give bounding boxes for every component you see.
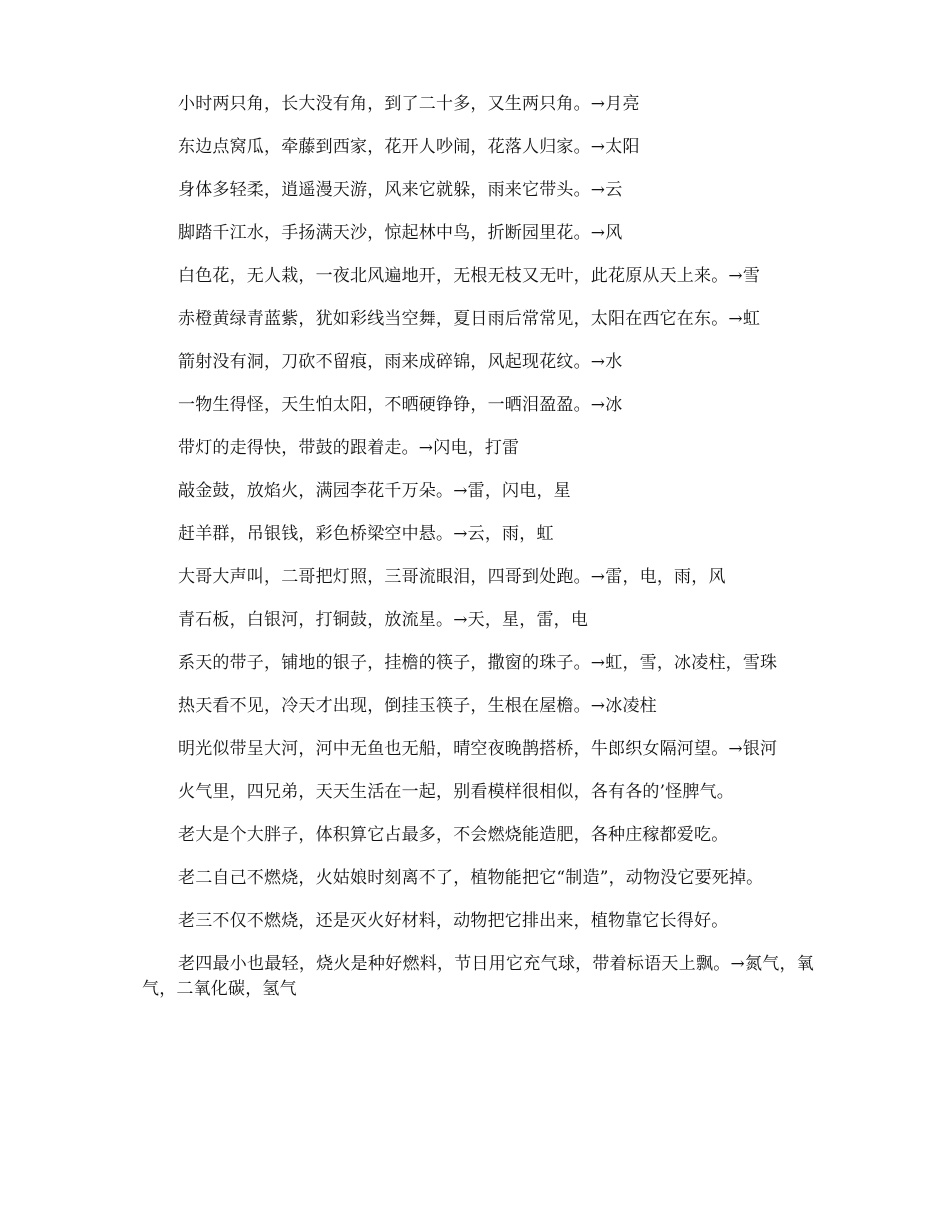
riddle-paragraph: 明光似带呈大河，河中无鱼也无船，晴空夜晚鹊搭桥，牛郎织女隔河望。→银河 (178, 739, 778, 759)
riddle-paragraph: 老三不仅不燃烧，还是灭火好材料，动物把它排出来，植物靠它长得好。 (178, 911, 729, 931)
riddle-paragraph: 老大是个大胖子，体积算它占最多，不会燃烧能造肥，各种庄稼都爱吃。 (178, 825, 729, 845)
riddle-paragraph: 赤橙黄绿青蓝紫，犹如彩线当空舞，夏日雨后常常见，太阳在西它在东。→虹 (178, 309, 761, 329)
riddle-paragraph: 小时两只角，长大没有角，到了二十多，又生两只角。→月亮 (178, 94, 640, 114)
riddle-paragraph: 系天的带子，铺地的银子，挂檐的筷子，撒窗的珠子。→虹，雪，冰凌柱，雪珠 (178, 653, 778, 673)
riddle-paragraph: 老二自己不燃烧，火姑娘时刻离不了，植物能把它“制造”，动物没它要死掉。 (178, 868, 764, 888)
riddle-paragraph: 一物生得怪，天生怕太阳，不晒硬铮铮，一晒泪盈盈。→冰 (178, 395, 623, 415)
riddle-paragraph: 青石板，白银河，打铜鼓，放流星。→天，星，雷，电 (178, 610, 589, 630)
riddle-paragraph: 敲金鼓，放焰火，满园李花千万朵。→雷，闪电，星 (178, 481, 571, 501)
document-body (142, 92, 814, 1020)
riddle-paragraph: 大哥大声叫，二哥把灯照，三哥流眼泪，四哥到处跑。→雷，电，雨，风 (178, 567, 726, 587)
riddle-paragraph: 火气里，四兄弟，天天生活在一起，别看模样很相似，各有各的’怪脾气。 (178, 782, 735, 802)
riddle-paragraph: 白色花，无人栽，一夜北风遍地开，无根无枝又无叶，此花原从天上来。→雪 (178, 266, 761, 286)
riddle-paragraph: 热天看不见，冷天才出现，倒挂玉筷子，生根在屋檐。→冰凌柱 (178, 696, 657, 716)
riddle-paragraph: 箭射没有洞，刀砍不留痕，雨来成碎锦，风起现花纹。→水 (178, 352, 623, 372)
riddle-paragraph: 东边点窝瓜，牵藤到西家，花开人吵闹，花落人归家。→太阳 (178, 137, 640, 157)
riddle-paragraph: 带灯的走得快，带鼓的跟着走。→闪电，打雷 (178, 438, 520, 458)
riddle-paragraph: 赶羊群，吊银钱，彩色桥梁空中悬。→云，雨，虹 (178, 524, 554, 544)
riddle-paragraph: 身体多轻柔，逍遥漫天游，风来它就躲，雨来它带头。→云 (178, 180, 623, 200)
riddle-paragraph: 脚踏千江水，手扬满天沙，惊起林中鸟，折断园里花。→风 (178, 223, 623, 243)
riddle-paragraph: 老四最小也最轻，烧火是种好燃料，节日用它充气球，带着标语天上飘。→氮气，氧气，二氧化碳，氢气 (142, 954, 814, 999)
